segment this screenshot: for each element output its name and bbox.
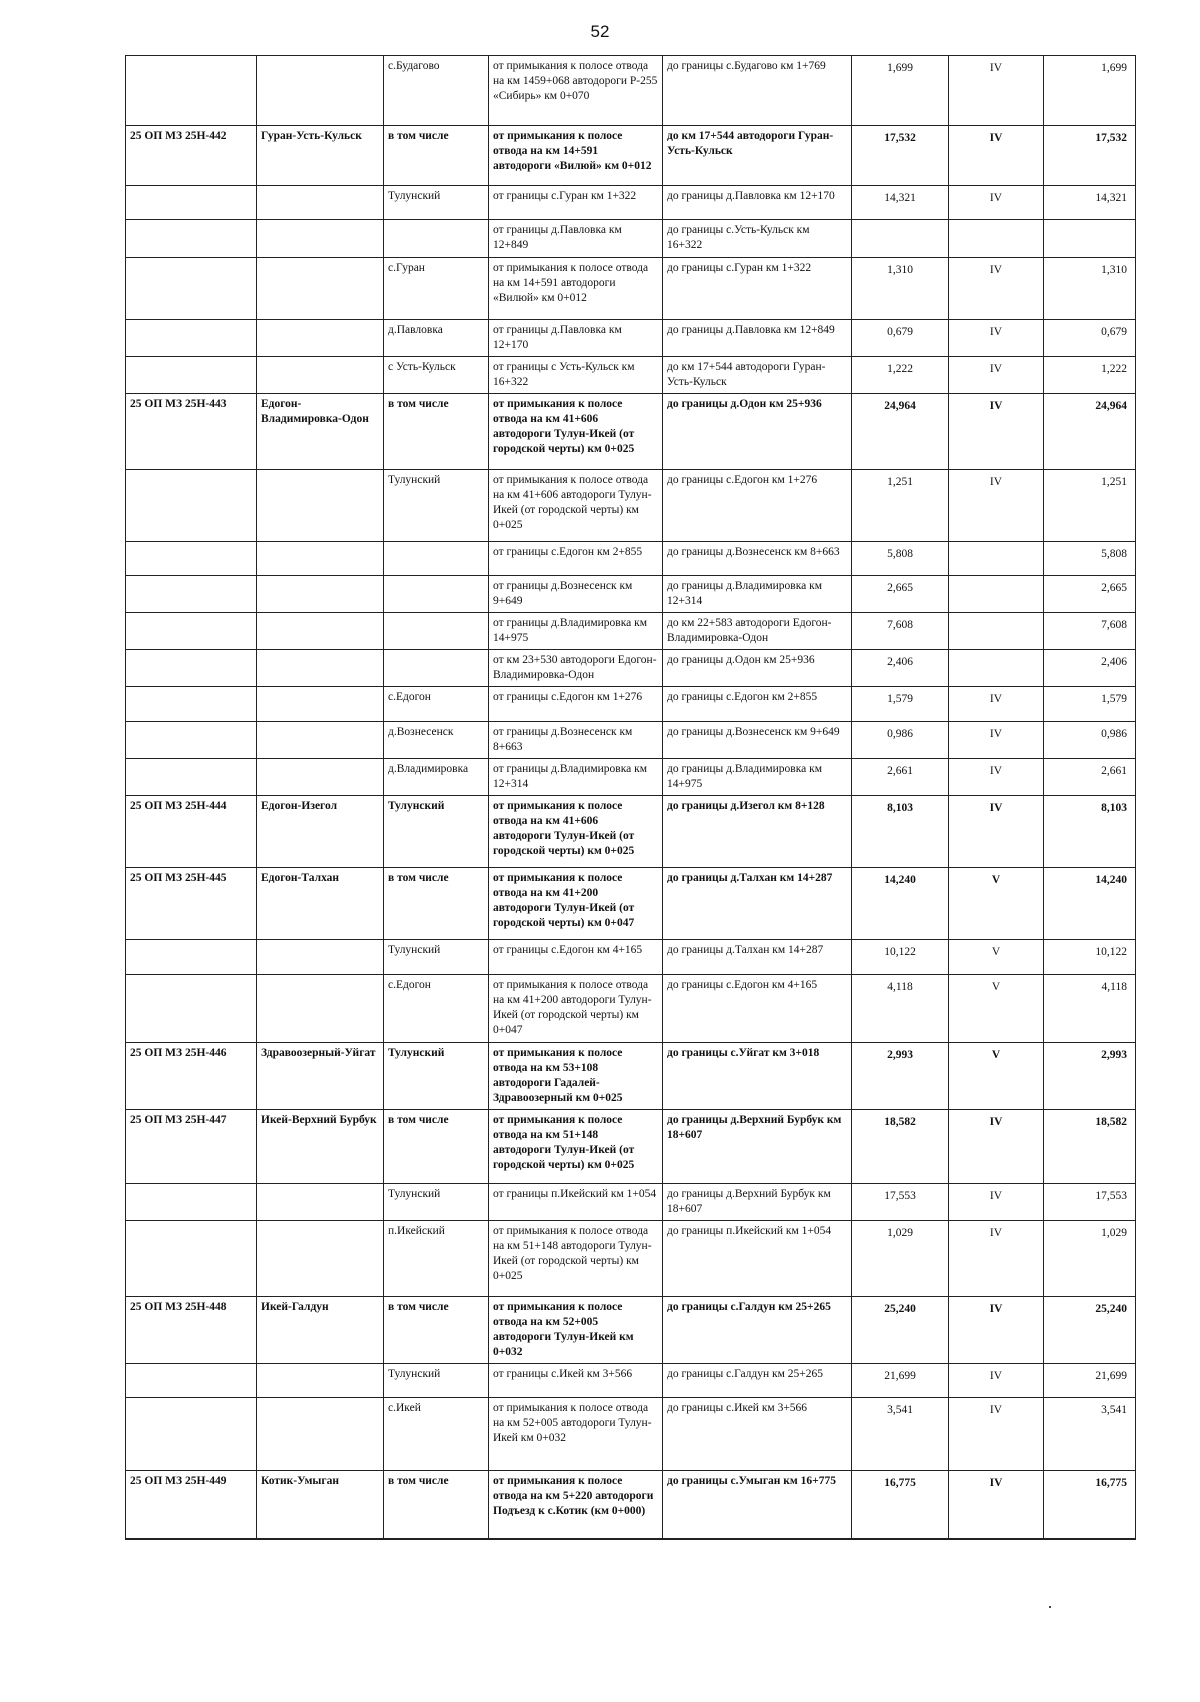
total-cell: 25,240 [1044,1297,1136,1364]
from-cell: от примыкания к полосе отвода на км 41+200 автодороги Тулун-Икей (от городской черты) км 0+047 [489,975,663,1043]
category-cell: IV [949,126,1044,186]
to-cell: до границы д.Изегол км 8+128 [663,796,852,868]
length-cell: 14,321 [852,186,949,220]
from-cell: от примыкания к полосе отвода на км 51+148 автодороги Тулун-Икей (от городской черты) км 0+025 [489,1221,663,1297]
length-cell: 2,661 [852,759,949,796]
to-cell: до границы с.Едогон км 1+276 [663,470,852,542]
category-cell: IV [949,56,1044,126]
location-cell: в том числе [384,126,489,186]
category-cell: IV [949,1184,1044,1221]
table-row [126,759,1136,796]
road-code-cell [126,613,257,650]
total-cell: 1,310 [1044,258,1136,320]
road-name-cell: Икей-Верхний Бурбук [257,1110,384,1184]
road-name-cell [257,186,384,220]
category-cell: IV [949,722,1044,759]
table-row [126,470,1136,542]
road-name-cell [257,470,384,542]
from-cell: от границы с.Икей км 3+566 [489,1364,663,1398]
from-cell: от примыкания к полосе отвода на км 53+108 автодороги Гадалей-Здравоозерный км 0+025 [489,1043,663,1110]
from-cell: от границы с.Едогон км 1+276 [489,687,663,722]
total-cell: 5,808 [1044,542,1136,576]
road-code-cell [126,56,257,126]
category-cell: IV [949,759,1044,796]
location-cell: с Усть-Кульск [384,357,489,394]
length-cell: 1,579 [852,687,949,722]
table-row [126,126,1136,186]
table-row [126,576,1136,613]
category-cell [949,576,1044,613]
road-name-cell: Икей-Галдун [257,1297,384,1364]
table-row [126,1364,1136,1398]
road-code-cell [126,759,257,796]
road-name-cell [257,258,384,320]
category-cell: IV [949,394,1044,470]
category-cell: V [949,868,1044,940]
road-code-cell [126,186,257,220]
location-cell: Тулунский [384,1184,489,1221]
to-cell: до границы д.Талхан км 14+287 [663,940,852,975]
length-cell: 10,122 [852,940,949,975]
category-cell [949,220,1044,258]
location-cell: в том числе [384,868,489,940]
table-row [126,220,1136,258]
length-cell: 3,541 [852,1398,949,1471]
total-cell: 2,406 [1044,650,1136,687]
location-cell: в том числе [384,1110,489,1184]
to-cell: до границы с.Галдун км 25+265 [663,1297,852,1364]
to-cell: до границы с.Уйгат км 3+018 [663,1043,852,1110]
from-cell: от примыкания к полосе отвода на км 41+200 автодороги Тулун-Икей (от городской черты) км 0+047 [489,868,663,940]
table-row [126,613,1136,650]
table-row [126,542,1136,576]
road-name-cell [257,576,384,613]
length-cell: 16,775 [852,1471,949,1539]
length-cell: 14,240 [852,868,949,940]
road-code-cell [126,687,257,722]
category-cell: V [949,1043,1044,1110]
location-cell: п.Икейский [384,1221,489,1297]
table-row [126,868,1136,940]
road-code-cell [126,357,257,394]
location-cell: в том числе [384,1297,489,1364]
to-cell: до границы д.Павловка км 12+170 [663,186,852,220]
road-code-cell [126,1364,257,1398]
table-row [126,940,1136,975]
to-cell: до границы с.Умыган км 16+775 [663,1471,852,1539]
location-cell: д.Вознесенск [384,722,489,759]
length-cell: 2,993 [852,1043,949,1110]
total-cell: 8,103 [1044,796,1136,868]
length-cell: 1,310 [852,258,949,320]
location-cell [384,576,489,613]
length-cell: 18,582 [852,1110,949,1184]
to-cell: до границы с.Икей км 3+566 [663,1398,852,1471]
road-code-cell: 25 ОП МЗ 25Н-448 [126,1297,257,1364]
to-cell: до границы д.Верхний Бурбук км 18+607 [663,1110,852,1184]
road-code-cell: 25 ОП МЗ 25Н-445 [126,868,257,940]
road-name-cell [257,1221,384,1297]
category-cell: IV [949,1110,1044,1184]
category-cell: IV [949,1398,1044,1471]
road-code-cell [126,1184,257,1221]
road-name-cell [257,650,384,687]
table-row [126,1297,1136,1364]
from-cell: от границы д.Павловка км 12+170 [489,320,663,357]
from-cell: от границы д.Владимировка км 12+314 [489,759,663,796]
roads-table-body [126,56,1136,1539]
table-row [126,687,1136,722]
to-cell: до границы д.Верхний Бурбук км 18+607 [663,1184,852,1221]
road-name-cell [257,722,384,759]
road-name-cell [257,220,384,258]
total-cell: 17,532 [1044,126,1136,186]
road-code-cell [126,722,257,759]
table-row [126,975,1136,1043]
to-cell: до границы с.Едогон км 4+165 [663,975,852,1043]
total-cell: 1,222 [1044,357,1136,394]
total-cell: 3,541 [1044,1398,1136,1471]
location-cell: Тулунский [384,940,489,975]
category-cell: IV [949,1221,1044,1297]
from-cell: от границы с.Гуран км 1+322 [489,186,663,220]
road-name-cell [257,1184,384,1221]
from-cell: от примыкания к полосе отвода на км 14+591 автодороги «Вилюй» км 0+012 [489,258,663,320]
to-cell: до границы п.Икейский км 1+054 [663,1221,852,1297]
table-row [126,1471,1136,1539]
length-cell: 0,679 [852,320,949,357]
table-row [126,56,1136,126]
location-cell: с.Икей [384,1398,489,1471]
to-cell: до км 17+544 автодороги Гуран-Усть-Кульск [663,126,852,186]
location-cell: Тулунский [384,1043,489,1110]
category-cell: IV [949,186,1044,220]
category-cell: IV [949,258,1044,320]
to-cell: до границы с.Усть-Кульск км 16+322 [663,220,852,258]
table-row [126,1221,1136,1297]
length-cell: 1,251 [852,470,949,542]
from-cell: от границы с Усть-Кульск км 16+322 [489,357,663,394]
total-cell: 2,661 [1044,759,1136,796]
total-cell: 0,986 [1044,722,1136,759]
total-cell: 10,122 [1044,940,1136,975]
category-cell [949,650,1044,687]
total-cell [1044,220,1136,258]
total-cell: 4,118 [1044,975,1136,1043]
road-code-cell: 25 ОП МЗ 25Н-447 [126,1110,257,1184]
road-code-cell: 25 ОП МЗ 25Н-449 [126,1471,257,1539]
location-cell: с.Гуран [384,258,489,320]
road-name-cell [257,687,384,722]
total-cell: 1,699 [1044,56,1136,126]
total-cell: 7,608 [1044,613,1136,650]
location-cell: Тулунский [384,470,489,542]
road-name-cell: Гуран-Усть-Кульск [257,126,384,186]
road-name-cell [257,1398,384,1471]
road-code-cell [126,470,257,542]
length-cell: 17,532 [852,126,949,186]
table-row [126,357,1136,394]
total-cell: 14,321 [1044,186,1136,220]
total-cell: 21,699 [1044,1364,1136,1398]
from-cell: от границы д.Павловка км 12+849 [489,220,663,258]
from-cell: от примыкания к полосе отвода на км 41+606 автодороги Тулун-Икей (от городской черты) км 0+025 [489,796,663,868]
location-cell: Тулунский [384,1364,489,1398]
from-cell: от км 23+530 автодороги Едогон-Владимировка-Одон [489,650,663,687]
to-cell: до границы с.Галдун км 25+265 [663,1364,852,1398]
category-cell: IV [949,1364,1044,1398]
table-row [126,1184,1136,1221]
total-cell: 2,665 [1044,576,1136,613]
length-cell: 1,699 [852,56,949,126]
location-cell [384,542,489,576]
road-name-cell: Котик-Умыган [257,1471,384,1539]
length-cell: 21,699 [852,1364,949,1398]
length-cell: 2,406 [852,650,949,687]
location-cell [384,613,489,650]
from-cell: от примыкания к полосе отвода на км 5+220 автодороги Подъезд к с.Котик (км 0+000) [489,1471,663,1539]
total-cell: 2,993 [1044,1043,1136,1110]
table-row [126,1043,1136,1110]
road-name-cell: Едогон-Талхан [257,868,384,940]
location-cell: в том числе [384,1471,489,1539]
category-cell: IV [949,1297,1044,1364]
total-cell: 1,251 [1044,470,1136,542]
category-cell: IV [949,470,1044,542]
table-row [126,394,1136,470]
location-cell: с.Едогон [384,687,489,722]
road-name-cell [257,542,384,576]
category-cell: IV [949,796,1044,868]
category-cell: IV [949,357,1044,394]
to-cell: до границы д.Одон км 25+936 [663,394,852,470]
from-cell: от границы д.Вознесенск км 9+649 [489,576,663,613]
location-cell: в том числе [384,394,489,470]
road-code-cell [126,258,257,320]
length-cell [852,220,949,258]
table-row [126,650,1136,687]
page-number: 52 [590,22,610,41]
location-cell [384,650,489,687]
table-row [126,1398,1136,1471]
total-cell: 24,964 [1044,394,1136,470]
from-cell: от примыкания к полосе отвода на км 41+606 автодороги Тулун-Икей (от городской черты) км 0+025 [489,394,663,470]
to-cell: до границы с.Будагово км 1+769 [663,56,852,126]
total-cell: 16,775 [1044,1471,1136,1539]
road-code-cell [126,1398,257,1471]
to-cell: до границы д.Вознесенск км 8+663 [663,542,852,576]
location-cell: д.Владимировка [384,759,489,796]
location-cell: д.Павловка [384,320,489,357]
road-code-cell: 25 ОП МЗ 25Н-443 [126,394,257,470]
road-code-cell: 25 ОП МЗ 25Н-444 [126,796,257,868]
from-cell: от примыкания к полосе отвода на км 52+005 автодороги Тулун-Икей км 0+032 [489,1398,663,1471]
from-cell: от границы с.Едогон км 4+165 [489,940,663,975]
road-code-cell [126,650,257,687]
length-cell: 25,240 [852,1297,949,1364]
total-cell: 1,029 [1044,1221,1136,1297]
table-row [126,722,1136,759]
total-cell: 18,582 [1044,1110,1136,1184]
road-code-cell: 25 ОП МЗ 25Н-442 [126,126,257,186]
from-cell: от границы п.Икейский км 1+054 [489,1184,663,1221]
length-cell: 1,222 [852,357,949,394]
total-cell: 0,679 [1044,320,1136,357]
from-cell: от примыкания к полосе отвода на км 41+606 автодороги Тулун-Икей (от городской черты) км 0+025 [489,470,663,542]
road-code-cell: 25 ОП МЗ 25Н-446 [126,1043,257,1110]
total-cell: 17,553 [1044,1184,1136,1221]
length-cell: 17,553 [852,1184,949,1221]
location-cell [384,220,489,258]
to-cell: до границы д.Павловка км 12+849 [663,320,852,357]
road-code-cell [126,220,257,258]
category-cell: IV [949,320,1044,357]
road-name-cell [257,940,384,975]
road-name-cell: Здравоозерный-Уйгат [257,1043,384,1110]
from-cell: от границы с.Едогон км 2+855 [489,542,663,576]
total-cell: 14,240 [1044,868,1136,940]
road-name-cell [257,613,384,650]
roads-table [125,55,1136,1540]
road-name-cell [257,320,384,357]
to-cell: до границы д.Одон км 25+936 [663,650,852,687]
from-cell: от примыкания к полосе отвода на км 1459+068 автодороги Р-255 «Сибирь» км 0+070 [489,56,663,126]
road-code-cell [126,542,257,576]
from-cell: от примыкания к полосе отвода на км 52+005 автодороги Тулун-Икей км 0+032 [489,1297,663,1364]
category-cell: V [949,940,1044,975]
to-cell: до км 17+544 автодороги Гуран-Усть-Кульск [663,357,852,394]
length-cell: 1,029 [852,1221,949,1297]
to-cell: до км 22+583 автодороги Едогон-Владимировка-Одон [663,613,852,650]
length-cell: 7,608 [852,613,949,650]
road-name-cell: Едогон-Владимировка-Одон [257,394,384,470]
table-row [126,320,1136,357]
from-cell: от примыкания к полосе отвода на км 51+148 автодороги Тулун-Икей (от городской черты) км 0+025 [489,1110,663,1184]
to-cell: до границы д.Владимировка км 14+975 [663,759,852,796]
category-cell: IV [949,1471,1044,1539]
category-cell: IV [949,687,1044,722]
to-cell: до границы с.Гуран км 1+322 [663,258,852,320]
location-cell: Тулунский [384,186,489,220]
length-cell: 4,118 [852,975,949,1043]
table-row [126,796,1136,868]
location-cell: Тулунский [384,796,489,868]
table-row [126,1110,1136,1184]
road-code-cell [126,940,257,975]
location-cell: с.Едогон [384,975,489,1043]
road-name-cell [257,1364,384,1398]
total-cell: 1,579 [1044,687,1136,722]
category-cell: V [949,975,1044,1043]
road-name-cell: Едогон-Изегол [257,796,384,868]
length-cell: 24,964 [852,394,949,470]
scan-mark [1049,1606,1051,1608]
to-cell: до границы д.Вознесенск км 9+649 [663,722,852,759]
length-cell: 0,986 [852,722,949,759]
table-row [126,186,1136,220]
road-code-cell [126,975,257,1043]
to-cell: до границы д.Талхан км 14+287 [663,868,852,940]
category-cell [949,613,1044,650]
length-cell: 5,808 [852,542,949,576]
road-name-cell [257,56,384,126]
from-cell: от границы д.Вознесенск км 8+663 [489,722,663,759]
table-row [126,258,1136,320]
length-cell: 8,103 [852,796,949,868]
road-name-cell [257,975,384,1043]
to-cell: до границы с.Едогон км 2+855 [663,687,852,722]
from-cell: от примыкания к полосе отвода на км 14+591 автодороги «Вилюй» км 0+012 [489,126,663,186]
road-code-cell [126,320,257,357]
location-cell: с.Будагово [384,56,489,126]
road-name-cell [257,759,384,796]
category-cell [949,542,1044,576]
road-name-cell [257,357,384,394]
road-code-cell [126,1221,257,1297]
road-code-cell [126,576,257,613]
to-cell: до границы д.Владимировка км 12+314 [663,576,852,613]
from-cell: от границы д.Владимировка км 14+975 [489,613,663,650]
length-cell: 2,665 [852,576,949,613]
